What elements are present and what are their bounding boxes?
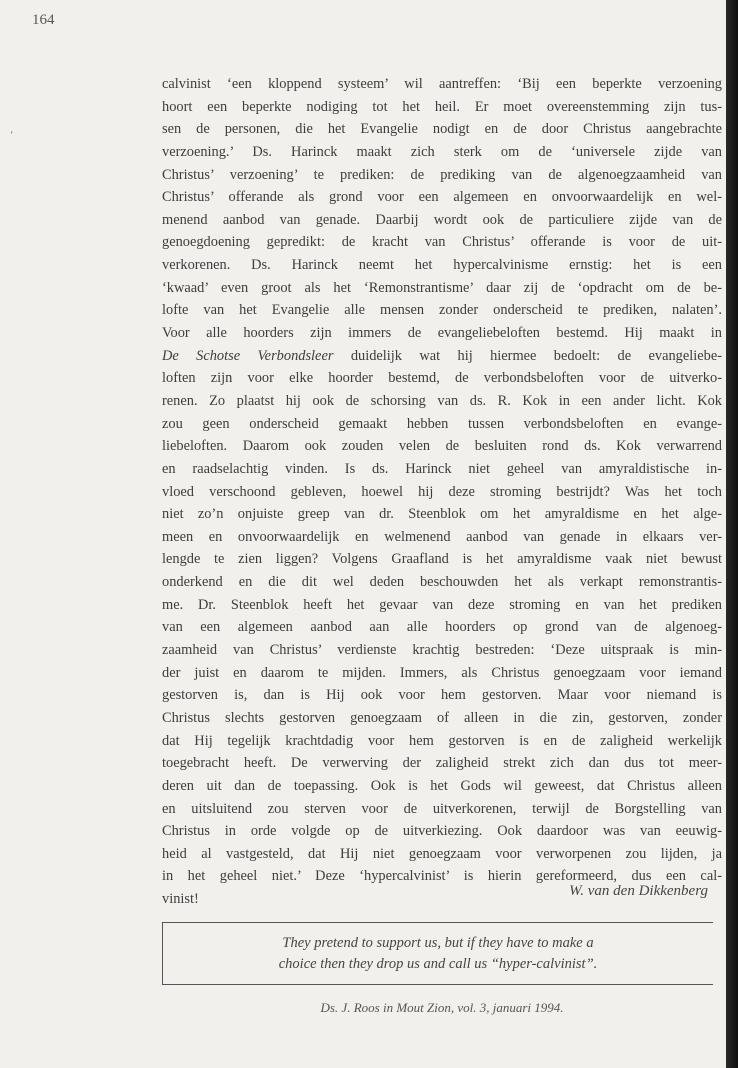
body-line: verzoening.’ Ds. Harinck maakt zich sterk om de ‘universele zijde van: [162, 143, 722, 160]
body-line: menend aanbod van genade. Daarbij wordt ook de particuliere zijde van de: [162, 211, 722, 228]
body-line: me. Dr. Steenblok heeft het gevaar van deze stroming en van het prediken: [162, 596, 722, 613]
body-line: Christus’ offerande als grond voor een algemeen en onvoorwaardelijk en wel-: [162, 189, 722, 206]
quote-source: Ds. J. Roos in Mout Zion, vol. 3, januari 1994.: [320, 1000, 564, 1015]
page-number: 164: [32, 12, 55, 28]
margin-mark: ‘: [10, 130, 14, 141]
book-spine-edge: [726, 0, 738, 1068]
body-line: verkorenen. Ds. Harinck neemt het hypercalvinisme ernstig: het is een: [162, 257, 722, 274]
body-line: hoort een beperkte nodiging tot het heil. Er moet overeenstemming zijn tus-: [162, 98, 722, 115]
body-line: zaamheid van Christus’ verdienste krachtig bestreden: ‘Deze uitspraak is min-: [162, 642, 722, 659]
body-line: en uitsluitend zou sterven voor de uitverkorenen, terwijl de Borgstelling van: [162, 800, 722, 817]
book-title: De Schotse Verbondsleer: [162, 347, 334, 364]
author-signature: W. van den Dikkenberg: [569, 883, 708, 899]
body-line: lengde te zien liggen? Volgens Graafland is het amyraldisme vaak niet bewust: [162, 551, 722, 568]
body-line: calvinist ‘een kloppend systeem’ wil aantreffen: ‘Bij een beperkte verzoening: [162, 76, 722, 92]
body-line: deren uit dan de toepassing. Ook is het Gods wil geweest, dat Christus alleen: [162, 777, 722, 794]
body-line: niet zo’n onjuiste greep van dr. Steenblok om het amyraldisme en het alge-: [162, 506, 722, 523]
pull-quote-box: [162, 922, 713, 985]
body-line: liebeloften. Daarom ook zouden velen de besluiten rond ds. Kok verwarrend: [162, 438, 722, 455]
quote-line-2: choice then they drop us and call us “hyper-calvinist”.: [278, 955, 598, 972]
body-line: toegebracht heeft. De verwerving der zaligheid strekt zich dan dus tot meer-: [162, 755, 722, 772]
body-line: gestorven is, dan is Hij ook voor hem gestorven. Maar voor niemand is: [162, 687, 722, 704]
quote-line-1: They pretend to support us, but if they have to make a: [282, 934, 594, 951]
body-line: en raadselachtig vinden. Is ds. Harinck niet geheel van amyraldistische in-: [162, 460, 722, 477]
body-line: der juist en daarom te mijden. Immers, als Christus genoegzaam voor iemand: [162, 664, 722, 681]
body-line: van een algemeen aanbod aan alle hoorders op grond van de algenoeg-: [162, 619, 722, 636]
body-line: meen en onvoorwaardelijk en welmenend aanbod van genade in elkaars ver-: [162, 528, 722, 545]
body-line: lofte van het Evangelie alle mensen zonder onderscheid te prediken, nalaten’.: [162, 302, 722, 319]
body-line-with-title: [162, 345, 722, 368]
body-line: Christus’ verzoening’ te prediken: de prediking van de algenoegzaamheid van: [162, 166, 722, 183]
body-line: zou geen onderscheid gemaakt hebben tussen verbondsbeloften en evange-: [162, 415, 722, 432]
body-line: in het geheel niet.’ Deze ‘hypercalvinist’ is hierin gereformeerd, dus een cal-: [162, 868, 722, 885]
article-body: [162, 73, 722, 911]
body-line: loften zijn voor elke hoorder bestemd, de verbondsbeloften voor de uitverko-: [162, 370, 722, 387]
body-line: dat Hij tegelijk krachtdadig voor hem gestorven is en de zaligheid werkelijk: [162, 732, 722, 749]
body-line: Christus slechts gestorven genoegzaam of alleen in die zin, gestorven, zonder: [162, 709, 722, 726]
body-line: Voor alle hoorders zijn immers de evangeliebeloften bestemd. Hij maakt in: [162, 325, 722, 342]
body-line: sen de personen, die het Evangelie nodigt en de door Christus aangebrachte: [162, 121, 722, 138]
body-line: heid al vastgesteld, dat Hij niet genoegzaam voor verworpenen zou lijden, ja: [162, 845, 722, 862]
body-line-last: vinist!: [162, 891, 199, 908]
body-line: genoegdoening gepredikt: de kracht van Christus’ offerande is voor de uit-: [162, 234, 722, 251]
body-line: vloed verschoond gebleven, hoewel hij deze stroming bestrijdt? Was het toch: [162, 483, 722, 500]
body-line: Christus in orde volgde op de uitverkiezing. Ook daardoor was van eeuwig-: [162, 823, 722, 840]
body-line: ‘kwaad’ even groot als het ‘Remonstrantisme’ daar zij de ‘opdracht om de be-: [162, 279, 722, 296]
body-line: onderkend en die dit wel deden beschouwden het als verkapt remonstrantis-: [162, 574, 722, 591]
body-line: renen. Zo plaatst hij ook de schorsing van ds. R. Kok in een ander licht. Kok: [162, 392, 722, 409]
body-line-rest: duidelijk wat hij hiermee bedoelt: de evangeliebe-: [333, 347, 722, 364]
